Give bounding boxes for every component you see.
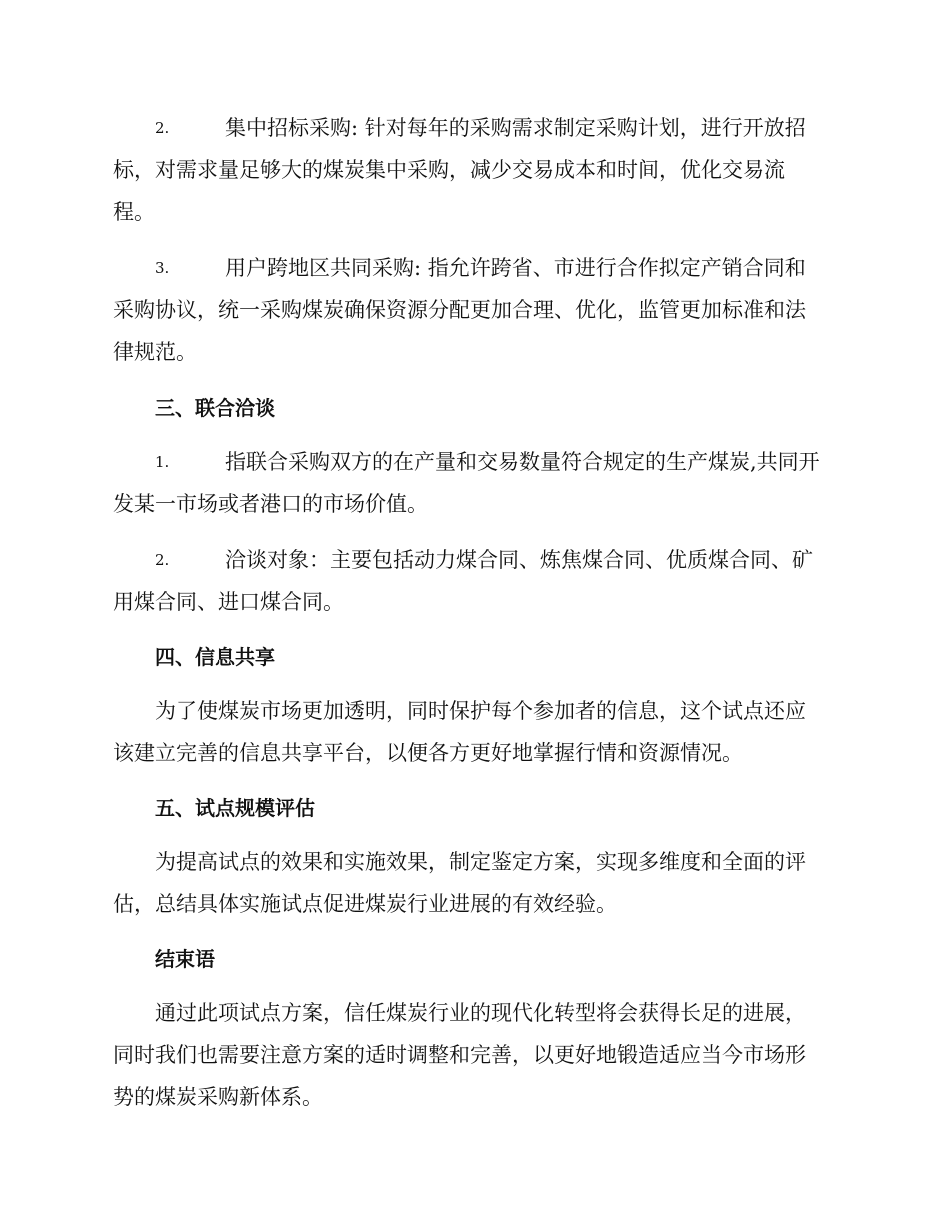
paragraph-line: 估，总结具体实施试点促进煤炭行业进展的有效经验。 <box>113 892 617 916</box>
item-text-line: 指联合采购双方的在产量和交易数量符合规定的生产煤炭,共同开 <box>225 450 820 474</box>
paragraph-line: 为提高试点的效果和实施效果，制定鉴定方案，实现多维度和全面的评 <box>155 850 806 874</box>
item-text-line: 用煤合同、进口煤合同。 <box>113 590 344 614</box>
item-text-line: 集中招标采购: 针对每年的采购需求制定采购计划，进行开放招 <box>225 116 806 140</box>
item-number: 1. <box>155 453 170 471</box>
item-text-line: 程。 <box>113 200 155 224</box>
paragraph-line: 通过此项试点方案，信任煤炭行业的现代化转型将会获得长足的进展， <box>155 1001 806 1025</box>
item-text-line: 标，对需求量足够大的煤炭集中采购，减少交易成本和时间，优化交易流 <box>113 158 785 182</box>
paragraph-line: 该建立完善的信息共享平台，以便各方更好地掌握行情和资源情况。 <box>113 741 743 765</box>
item-number: 2. <box>155 119 170 137</box>
item-text-line: 律规范。 <box>113 340 197 364</box>
item-text-line: 用户跨地区共同采购: 指允许跨省、市进行合作拟定产销合同和 <box>225 256 806 280</box>
section-heading: 结束语 <box>155 947 215 971</box>
paragraph-line: 为了使煤炭市场更加透明，同时保护每个参加者的信息，这个试点还应 <box>155 699 806 723</box>
section-heading: 三、联合洽谈 <box>155 396 275 420</box>
section-heading: 五、试点规模评估 <box>155 796 315 820</box>
item-text-line: 采购协议，统一采购煤炭确保资源分配更加合理、优化，监管更加标准和法 <box>113 298 806 322</box>
item-text-line: 发某一市场或者港口的市场价值。 <box>113 492 428 516</box>
item-text-line: 洽谈对象：主要包括动力煤合同、炼焦煤合同、优质煤合同、矿 <box>225 548 813 572</box>
paragraph-line: 势的煤炭采购新体系。 <box>113 1085 323 1109</box>
paragraph-line: 同时我们也需要注意方案的适时调整和完善，以更好地锻造适应当今市场形 <box>113 1043 806 1067</box>
section-heading: 四、信息共享 <box>155 645 275 669</box>
item-number: 2. <box>155 551 170 569</box>
item-number: 3. <box>155 259 170 277</box>
